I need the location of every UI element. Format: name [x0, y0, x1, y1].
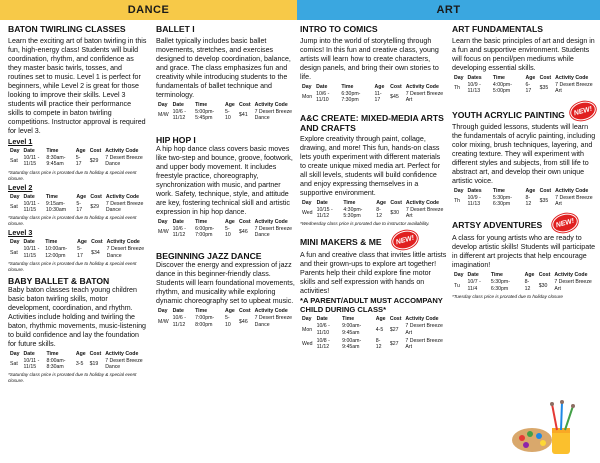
- column-4: [452, 24, 597, 300]
- table-row: Wed 10/8 - 11/12 9:00am-9:45am 8-12 $27 7 Desert Breeze Art: [302, 337, 443, 351]
- fundamentals-desc: Learn the basic principles of art and design in a fun and supportive environment. Students will focus on pencil/pen mediums while developing essential skills.: [452, 37, 595, 72]
- table-row: M/W 10/6 - 11/12 5:00pm-5:45pm 5-10 $41 7 Desert Breeze Dance: [158, 109, 293, 122]
- comics-table: Day Date Time Age Cost Activity Code Mon 10/6 - 11/10 6:30pm-7:30pm 11-17 $45 7 Desert Breeze Art: [300, 84, 448, 105]
- baby-desc: Baby baton classes teach young children basic baton twirling skills, motor development, coordination, and rhythm. Activities include holding and twirling the baton, rhythmic movements, music-listening to build confidence and lay the foundation for future skills.: [8, 285, 146, 348]
- baby-table: Day Date Time Age Cost Activity Code Sat 10/11 - 11/15 8:00am-8:30am 3-5 $19 7 Desert Breeze Dance: [8, 351, 148, 372]
- adventures-title: ARTSY ADVENTURES: [452, 220, 543, 231]
- table-row: M/W 10/6 - 11/12 6:00pm-7:00pm 5-10 $46 7 Desert Breeze Dance: [158, 225, 293, 239]
- acrylic-title: YOUTH ACRYLIC PAINTING: [452, 109, 565, 120]
- hiphop-title: HIP HOP I: [156, 134, 196, 145]
- comics-desc: Jump into the world of storytelling through comics! In this fun and creative class, young artists will learn how to create characters, design panels, and bring their own stories to life.: [300, 37, 439, 81]
- table-row: Sat 10/11 - 11/15 9:15am-10:30am 5-17 $29 7 Desert Breeze Dance: [10, 200, 144, 214]
- adventures-table: Day Date Time Age Cost Activity Code Tu 10/7 - 11/4 5:30pm-6:30pm 8-12 $30 7 Desert Breeze Art: [452, 272, 597, 293]
- baton-level-2-table: Day Date Time Age Cost Activity Code Sat 10/11 - 11/15 9:15am-10:30am 5-17 $29 7 Desert Breeze Dance: [8, 194, 148, 215]
- table-row: Th 10/9 - 11/13 5:30pm-6:30pm 8-12 $35 7 Desert Breeze Art: [454, 194, 593, 208]
- jazz-desc: Discover the energy and expression of jazz dance in this beginner-friendly class. Students will learn foundational movements, rhythm, and musicality while exploring dynamic choreography set to upbeat music.: [156, 261, 295, 306]
- makers-new-badge: NEW!: [390, 228, 420, 252]
- baton-title: BATON TWIRLING CLASSES: [8, 24, 126, 34]
- table-row: Tu 10/7 - 11/4 5:30pm-6:30pm 8-12 $30 7 Desert Breeze Art: [454, 279, 592, 292]
- table-row: Sat 10/11 - 11/15 8:30am-9:45am 5-17 $29 7 Desert Breeze Dance: [10, 155, 143, 168]
- adventures-desc: A class for young artists who are ready to develop artistic skills! Students will participate in different art projects that help encourage imagination!: [452, 234, 596, 270]
- jazz-table: Day Date Time Age Cost Activity Code M/W 10/6 - 11/12 7:00pm-8:00pm 5-10 $46 7 Desert Breeze Dance: [156, 308, 298, 329]
- craft-note: *Wednesday class price is prorated due to instructor availability.: [300, 221, 430, 227]
- acrylic-new-badge: NEW!: [568, 99, 598, 123]
- baton-level-2-note: *Saturday class price is prorated due to holiday & special event closure.: [8, 215, 137, 227]
- column-3: [300, 24, 448, 351]
- baby-title: BABY BALLET & BATON: [8, 275, 110, 286]
- baton-level-1-note: *Saturday class price is prorated due to holiday & special event closure.: [8, 169, 137, 181]
- table-row: Sat 10/11 - 11/15 8:00am-8:30am 3-5 $19 7 Desert Breeze Dance: [10, 358, 143, 371]
- table-row: M/W 10/6 - 11/12 7:00pm-8:00pm 5-10 $46 7 Desert Breeze Dance: [158, 315, 293, 328]
- baby-note: *Saturday class price is prorated due to holiday & special event closure.: [8, 372, 137, 384]
- acrylic-desc: Through guided lessons, students will learn the fundamentals of acrylic painting, including color mixing, brush techniques, layering, and creating texture. They will experiment with different styles and subjects, from still life to abstract art, and develop their own unique artistic voice.: [452, 122, 596, 185]
- table-row: Mon 10/6 - 11/10 6:30pm-7:30pm 11-17 $45 7 Desert Breeze Art: [302, 91, 444, 104]
- makers-desc: A fun and creative class that invites little artists and their grown-ups to explore art together! Parents help their child explore fine motor skills and self expression with hands on activities!: [300, 251, 447, 296]
- craft-title: A&C CREATE: MIXED-MEDIA ARTS AND CRAFTS: [300, 112, 444, 133]
- fundamentals-table: Day Dates Time Age Cost Activity Code Th 10/9 - 11/13 4:00pm-5:00pm 6-17 $35 7 Desert Breeze Art: [452, 75, 597, 96]
- baton-level-2-label: Level 2: [8, 182, 33, 192]
- baton-level-3-note: *Saturday class price is prorated due to holiday & special event closure.: [8, 260, 137, 272]
- paint-supplies-icon: [510, 398, 580, 458]
- makers-table: Day Date Time Age Cost Activity Code Mon 10/6 - 11/10 9:00am-9:45am 4-5 $27 7 Desert Breeze Art Wed 10/8 - 11/12 9:00am-9:45am 8-12 $27 7 Desert Breeze Art: [300, 316, 448, 351]
- table-row: Th 10/9 - 11/13 4:00pm-5:00pm 6-17 $35 7 Desert Breeze Art: [454, 82, 593, 95]
- art-header: ART: [297, 0, 600, 20]
- ballet-desc: Ballet typically includes basic ballet movements, stretches, and exercises designed to develop coordination, balance, and grace. The class emphasizes fun and creativity while introducing students to the fundamentals of ballet technique and terminology.: [156, 37, 291, 99]
- adventures-new-badge: NEW!: [550, 211, 580, 235]
- craft-table: Day Date Time Age Cost Activity Code Wed 10/15 - 11/12 4:30pm-5:30pm 8-12 $30 7 Desert Breeze Art: [300, 200, 448, 221]
- table-row: Mon 10/6 - 11/10 9:00am-9:45am 4-5 $27 7 Desert Breeze Art: [302, 323, 443, 336]
- baton-desc: Learn the exciting art of baton twirling in this fun, high-energy class! Students will build coordination, rhythm, and confidence as they master basic twirls, tosses, and routines set to music. Level 1 is perfect for beginners, while Level 2 is great for those looking to improve their skills. Level 3 students will practice their performance skills to compete in baton twirling competitions. Instructor approval is required for level 3.: [8, 37, 147, 135]
- craft-desc: Explore creativity through paint, collage, drawing, and more! This fun, hands-on class lets youth experiment with different materials to create unique mixed media art. Perfect for all skill levels, students will build confidence and enjoy expressing themselves in a supportive environment.: [300, 134, 441, 197]
- baton-level-1-label: Level 1: [8, 137, 33, 146]
- adventures-note: *Tuesday class price is prorated due to holiday closure: [452, 293, 563, 299]
- baton-level-3-table: Day Date Time Age Cost Activity Code Sat 10/11 - 11/15 10:00am-12:00pm 5-17 $34 7 Desert Breeze Dance: [8, 239, 148, 260]
- ballet-title: BALLET I: [156, 24, 195, 34]
- ballet-table: Day Date Time Age Cost Activity Code M/W 10/6 - 11/12 5:00pm-5:45pm 5-10 $41 7 Desert Breeze Dance: [156, 102, 298, 123]
- hiphop-table: Day Date Time Age Cost Activity Code M/W 10/6 - 11/12 6:00pm-7:00pm 5-10 $46 7 Desert Breeze Dance: [156, 219, 298, 240]
- table-row: Sat 10/11 - 11/15 10:00am-12:00pm 5-17 $34 7 Desert Breeze Dance: [10, 246, 145, 259]
- baton-level-3-label: Level 3: [8, 228, 33, 238]
- makers-title: MINI MAKERS & ME: [300, 237, 382, 248]
- hiphop-desc: A hip hop dance class covers basic moves like two-step and bounce, groove, footwork, and upper body movement. It includes freestyle practice, choreography, synchronization with music, and partner work. Safety, technique, style, and attitude are key, fostering technical skill and artistic expression in hip hop dance.: [156, 144, 293, 216]
- makers-sub: *A PARENT/ADULT MUST ACCOMPANY CHILD DURING CLASS*: [300, 296, 443, 315]
- jazz-title: BEGINNING JAZZ DANCE: [156, 251, 262, 262]
- dance-header: DANCE: [0, 0, 297, 20]
- table-row: Wed 10/15 - 11/12 4:30pm-5:30pm 8-12 $30 7 Desert Breeze Art: [302, 206, 444, 220]
- fundamentals-title: ART FUNDAMENTALS: [452, 24, 544, 34]
- column-2: [156, 24, 298, 329]
- acrylic-table: Day Dates Time Age Cost Activity Code Th 10/9 - 11/13 5:30pm-6:30pm 8-12 $35 7 Desert Breeze Art: [452, 188, 597, 209]
- baton-level-1-table: Day Date Time Age Cost Activity Code Sat 10/11 - 11/15 8:30am-9:45am 5-17 $29 7 Desert Breeze Dance: [8, 148, 148, 169]
- comics-title: INTRO TO COMICS: [300, 24, 378, 34]
- column-1: [8, 24, 148, 384]
